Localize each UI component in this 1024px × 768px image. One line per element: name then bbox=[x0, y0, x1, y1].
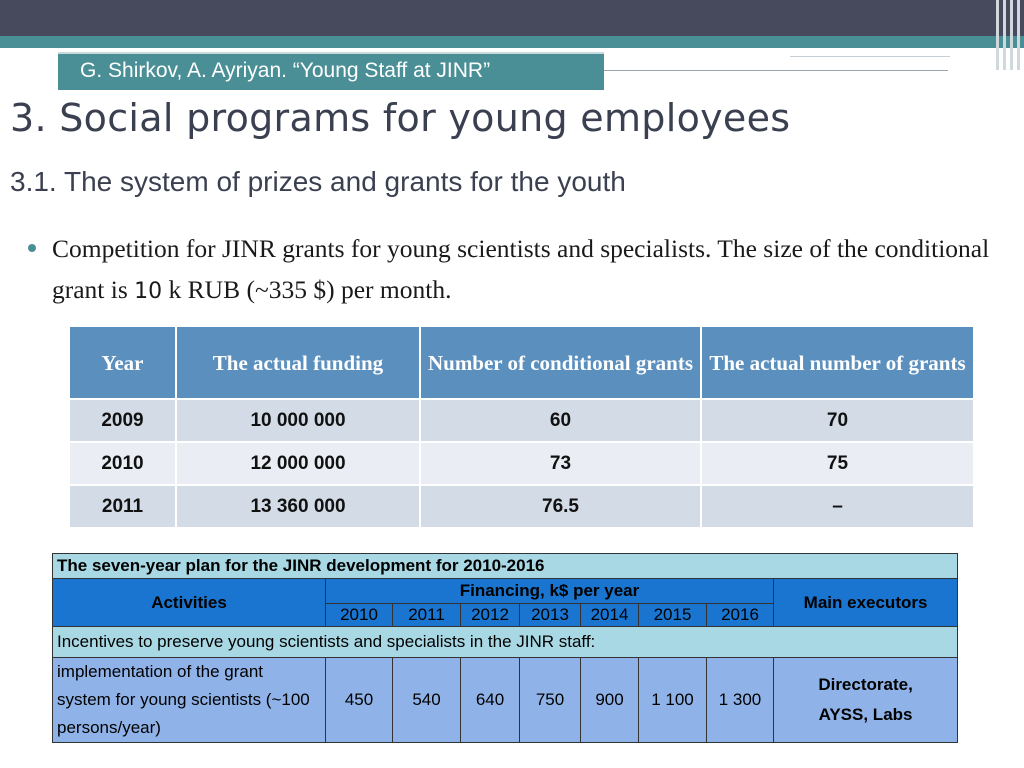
executors-line2: AYSS, Labs bbox=[818, 705, 913, 724]
header-conditional: Number of conditional grants bbox=[420, 326, 701, 399]
author-line: G. Shirkov, A. Ayriyan. “Young Staff at JINR” bbox=[80, 59, 491, 82]
value-2013: 750 bbox=[520, 658, 581, 743]
header-activities: Activities bbox=[53, 579, 326, 627]
bullet-part2: k RUB (~335 $) per month. bbox=[162, 275, 452, 304]
header-year: Year bbox=[69, 326, 176, 399]
value-2011: 540 bbox=[393, 658, 461, 743]
decorative-line bbox=[790, 56, 950, 57]
activity-description: implementation of the grant system for young scientists (~100 persons/year) bbox=[53, 658, 326, 743]
year-2014: 2014 bbox=[581, 604, 639, 627]
cell-funding: 13 360 000 bbox=[176, 485, 420, 528]
cell-actual: – bbox=[701, 485, 974, 528]
plan-title: The seven-year plan for the JINR development for 2010-2016 bbox=[53, 554, 958, 579]
plan-section: Incentives to preserve young scientists and specialists in the JINR staff: bbox=[53, 627, 958, 658]
header-executors: Main executors bbox=[774, 579, 958, 627]
cell-year: 2009 bbox=[69, 399, 176, 442]
cell-funding: 10 000 000 bbox=[176, 399, 420, 442]
slide-title: 3. Social programs for young employees bbox=[10, 96, 791, 140]
year-2013: 2013 bbox=[520, 604, 581, 627]
cell-year: 2011 bbox=[69, 485, 176, 528]
header-financing: Financing, k$ per year bbox=[326, 579, 774, 604]
year-2012: 2012 bbox=[461, 604, 520, 627]
cell-conditional: 60 bbox=[420, 399, 701, 442]
grants-header-row bbox=[69, 326, 974, 399]
header-funding: The actual funding bbox=[176, 326, 420, 399]
bullet-text bbox=[52, 228, 1017, 312]
cell-actual: 70 bbox=[701, 399, 974, 442]
plan-header-row bbox=[53, 579, 958, 604]
cell-actual: 75 bbox=[701, 442, 974, 485]
grants-table bbox=[68, 325, 975, 529]
value-2014: 900 bbox=[581, 658, 639, 743]
table-row bbox=[69, 399, 974, 442]
value-2015: 1 100 bbox=[639, 658, 707, 743]
value-2010: 450 bbox=[326, 658, 393, 743]
executors bbox=[774, 658, 958, 743]
slide-subtitle: 3.1. The system of prizes and grants for the youth bbox=[10, 166, 626, 197]
cell-year: 2010 bbox=[69, 442, 176, 485]
value-2012: 640 bbox=[461, 658, 520, 743]
year-2010: 2010 bbox=[326, 604, 393, 627]
header-actual: The actual number of grants bbox=[701, 326, 974, 399]
plan-data-row bbox=[53, 658, 958, 743]
table-row bbox=[69, 442, 974, 485]
cell-funding: 12 000 000 bbox=[176, 442, 420, 485]
plan-title-row bbox=[53, 554, 958, 579]
value-2016: 1 300 bbox=[707, 658, 774, 743]
table-row bbox=[69, 485, 974, 528]
bullet-icon bbox=[28, 244, 36, 252]
top-teal-bar bbox=[0, 36, 1024, 48]
decorative-stripes bbox=[994, 0, 1024, 70]
year-2011: 2011 bbox=[393, 604, 461, 627]
bullet-part1: Competition for JINR grants for young scientists and specialists. The size of the conditional grant is bbox=[52, 234, 990, 304]
year-2015: 2015 bbox=[639, 604, 707, 627]
plan-section-row bbox=[53, 627, 958, 658]
decorative-line bbox=[600, 70, 948, 71]
year-2016: 2016 bbox=[707, 604, 774, 627]
cell-conditional: 76.5 bbox=[420, 485, 701, 528]
plan-table bbox=[52, 553, 958, 743]
grant-amount: 10 bbox=[134, 279, 163, 304]
cell-conditional: 73 bbox=[420, 442, 701, 485]
executors-line1: Directorate, bbox=[818, 675, 913, 694]
top-dark-bar bbox=[0, 0, 1024, 36]
